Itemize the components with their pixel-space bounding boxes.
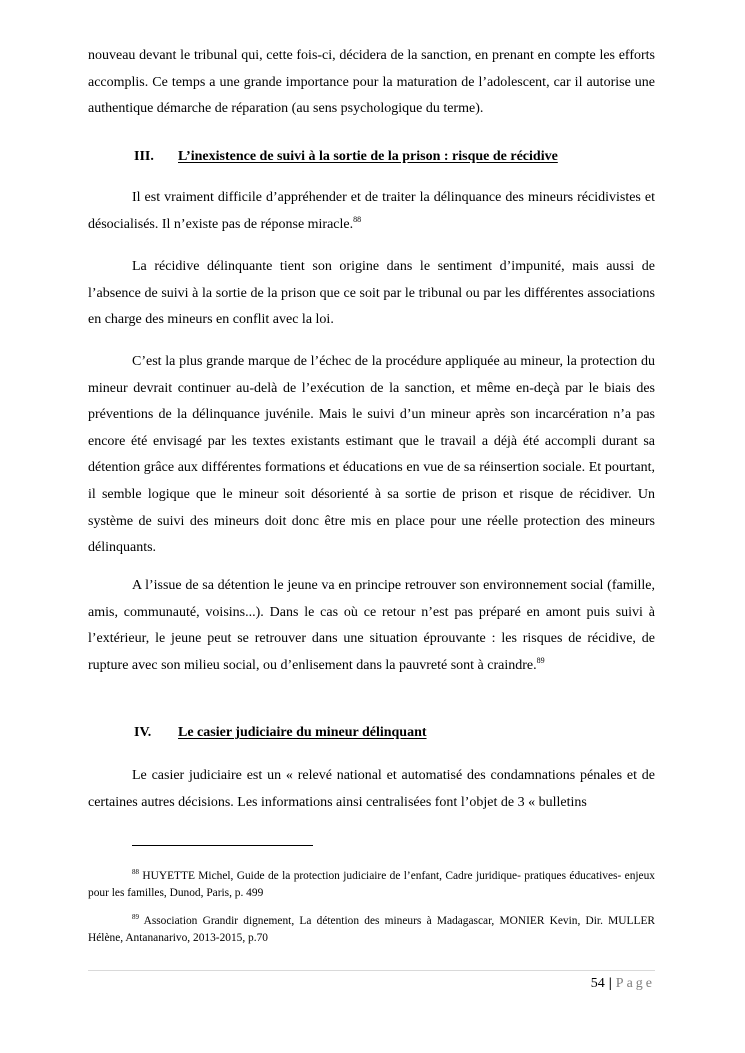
footnote-88: [88, 868, 655, 902]
section-title: L’inexistence de suivi à la sortie de la prison : risque de récidive: [178, 149, 558, 164]
paragraph-continuation: [88, 43, 655, 123]
footnote-ref-88[interactable]: 88: [353, 214, 362, 224]
footnote-separator: [132, 845, 313, 846]
footer-separator: |: [608, 976, 612, 991]
footnote-ref-89[interactable]: 89: [536, 655, 545, 665]
paragraph-text: C’est la plus grande marque de l’échec de la procédure appliquée au mineur, la protection du mineur devrait continuer au-delà de l’exécution de la sanction, et même en-deçà par le biais des préventions de la délinquance juvénile. Mais le suivi d’un mineur après son incarcération n’a pas encore été envisagé par les textes existants estimant que le travail a déjà été accompli durant sa détention grâce aux différentes formations et éducations en vue de sa réinsertion sociale. Et pourtant, il semble logique que le mineur soit désorienté à sa sortie de prison et risque de récidiver. Un système de suivi des mineurs doit donc être mis en place pour une réelle protection des mineurs délinquants.: [88, 354, 655, 556]
section-number: III.: [134, 149, 154, 164]
page-label: Page: [615, 976, 655, 991]
paragraph-text: Le casier judiciaire est un « relevé national et automatisé des condamnations pénales et de certaines autres décisions. Les informations ainsi centralisées font l’objet de 3 « bulletins: [88, 768, 655, 810]
page-footer: [591, 974, 655, 994]
paragraph-casier: [88, 763, 655, 816]
paragraph-text: nouveau devant le tribunal qui, cette fois-ci, décidera de la sanction, en prenant en compte les efforts accomplis. Ce temps a une grande importance pour la maturation de l’adolescent, car il autorise une authentique démarche de réparation (au sens psychologique du terme).: [88, 48, 655, 117]
paragraph-release: [88, 573, 655, 679]
page-number: 54: [590, 976, 605, 991]
footnote-text: HUYETTE Michel, Guide de la protection judiciaire de l’enfant, Cadre juridique- pratiques éducatives- enjeux pour les familles, Dunod, Paris, p. 499: [88, 870, 656, 899]
footer-divider: [88, 970, 655, 971]
paragraph-recidivists: [88, 185, 655, 238]
paragraph-failure: [88, 349, 655, 562]
footnote-89: [88, 913, 655, 947]
footnote-number: 88: [132, 868, 139, 876]
paragraph-text: Il est vraiment difficile d’appréhender et de traiter la délinquance des mineurs récidivistes et désocialisés. Il n’existe pas de réponse miracle.: [88, 190, 655, 232]
paragraph-text: A l’issue de sa détention le jeune va en principe retrouver son environnement social (famille, amis, communauté, voisins...). Dans le cas où ce retour n’est pas préparé en amont puis suivi à l’extérieur, le jeune peut se retrouver dans une situation éprouvante : les risques de récidive, de rupture avec son milieu social, ou d’enlisement dans la pauvreté sont à craindre.: [88, 578, 655, 673]
footnote-text: Association Grandir dignement, La détention des mineurs à Madagascar, MONIER Kevin, Dir. MULLER Hélène, Antananarivo, 2013-2015, p.70: [88, 915, 655, 944]
paragraph-text: La récidive délinquante tient son origine dans le sentiment d’impunité, mais aussi de l’absence de suivi à la sortie de la prison que ce soit par le tribunal ou par les différentes associations en charge des mineurs en conflit avec la loi.: [88, 259, 655, 328]
section-title: Le casier judiciaire du mineur délinquant: [178, 725, 427, 740]
section-number: IV.: [134, 725, 152, 740]
footnote-number: 89: [132, 913, 139, 921]
document-page: [88, 0, 655, 1053]
paragraph-recidive-origin: [88, 254, 655, 334]
